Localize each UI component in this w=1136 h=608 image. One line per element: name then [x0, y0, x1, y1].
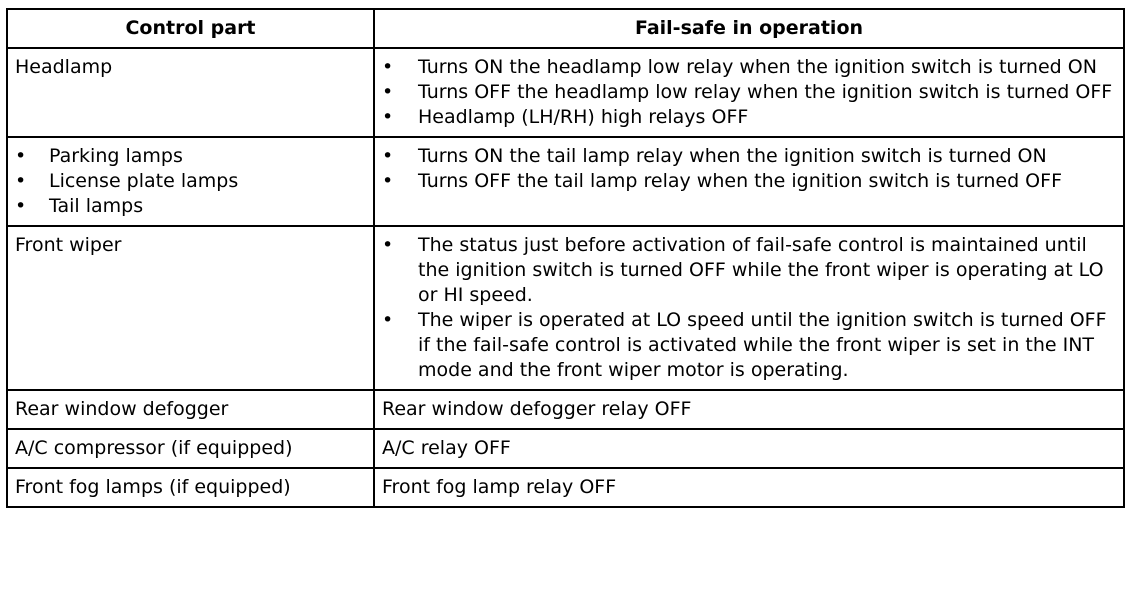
list-item: • Turns ON the headlamp low relay when the ignition switch is turned ON [382, 55, 1116, 80]
table-row [7, 48, 1124, 137]
list-item: • Turns OFF the tail lamp relay when the ignition switch is turned OFF [382, 169, 1116, 194]
control-part-cell: Front fog lamps (if equipped) [7, 468, 374, 507]
control-part-cell: Rear window defogger [7, 390, 374, 429]
header-control-part: Control part [7, 9, 374, 48]
list-item: • Headlamp (LH/RH) high relays OFF [382, 105, 1116, 130]
operation-cell: Rear window defogger relay OFF [374, 390, 1124, 429]
header-fail-safe-operation: Fail-safe in operation [374, 9, 1124, 48]
table-row [7, 429, 1124, 468]
list-item: • The wiper is operated at LO speed until the ignition switch is turned OFF if the fail-safe control is activated while the front wiper is set in the INT mode and the front wiper motor is operating. [382, 308, 1116, 383]
control-part-cell: A/C compressor (if equipped) [7, 429, 374, 468]
operation-cell: A/C relay OFF [374, 429, 1124, 468]
control-part-cell [7, 137, 374, 226]
list-item: • Tail lamps [15, 194, 366, 219]
table-row [7, 137, 1124, 226]
operation-list [382, 233, 1116, 383]
list-item: • The status just before activation of fail-safe control is maintained until the ignition switch is turned OFF while the front wiper is operating at LO or HI speed. [382, 233, 1116, 308]
table-header-row [7, 9, 1124, 48]
control-part-cell: Front wiper [7, 226, 374, 390]
table-row [7, 226, 1124, 390]
fail-safe-table [6, 8, 1125, 508]
list-item: • Turns OFF the headlamp low relay when the ignition switch is turned OFF [382, 80, 1116, 105]
table-row [7, 390, 1124, 429]
table-row [7, 468, 1124, 507]
operation-cell [374, 137, 1124, 226]
list-item: • License plate lamps [15, 169, 366, 194]
operation-cell [374, 48, 1124, 137]
list-item: • Parking lamps [15, 144, 366, 169]
control-part-cell: Headlamp [7, 48, 374, 137]
operation-list [382, 55, 1116, 130]
control-part-list [15, 144, 366, 219]
operation-cell: Front fog lamp relay OFF [374, 468, 1124, 507]
operation-cell [374, 226, 1124, 390]
operation-list [382, 144, 1116, 194]
list-item: • Turns ON the tail lamp relay when the ignition switch is turned ON [382, 144, 1116, 169]
